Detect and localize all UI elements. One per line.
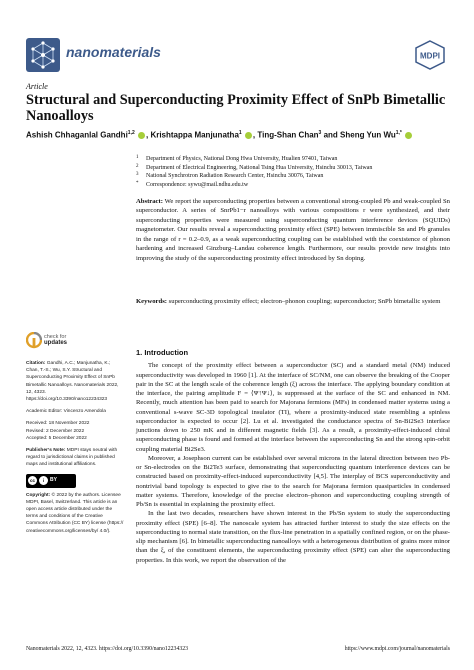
check-for-updates-button[interactable] <box>26 332 106 352</box>
orcid-icon[interactable] <box>405 132 412 139</box>
abstract-text: We report the superconducting properties between a conventional strong-coupled Pb and weak-coupled Sn superconductor. A series of SnrPb1−r nanoalloys with various compositions r were synthesized, and their superconducting properties were measured using superconducting quantum interference devices (SQUIDs) magnetometer. Our results reveal a superconducting proximity effect (SPE) between immiscible Sn and Pb granules in the range of r = 0.2–0.9, as a weak superconducting coupling can be established with the coexistence of phonon hardening and increased Ginzburg–Landau coherence length. Furthermore, our results provide new insights into improving the study of the superconducting proximity effect introduced by Sn doping. <box>136 198 450 262</box>
article-title: Structural and Superconducting Proximity Effect of SnPb Bimetallic Nanoalloys <box>26 92 446 124</box>
affiliation-item: 2 Department of Electrical Engineering, National Tsing Hua University, Hsinchu 30013, Taiwan <box>136 163 373 171</box>
revised-date: Revised: 2 December 2022 <box>26 428 85 434</box>
mdpi-logo-icon <box>414 40 446 70</box>
article-info-sidebar <box>26 360 124 540</box>
introduction-section <box>136 348 450 565</box>
footer-citation[interactable]: Nanomaterials 2022, 12, 4323. https://doi.org/10.3390/nano12234323 <box>26 646 189 652</box>
affiliation-marker: 1,* <box>395 130 402 136</box>
affiliation-marker: 1,2 <box>127 130 135 136</box>
copyright-block: Copyright: © 2022 by the authors. Licensee MDPI, Basel, Switzerland. This article is an open access article distributed under the terms and conditions of the Creative Commons Attribution (CC BY) license (https:// creativecommons.org/licenses/by/ 4.0/). <box>26 492 124 534</box>
journal-header <box>26 38 446 74</box>
cc-by-license-icon[interactable]: cc i BY <box>26 474 76 488</box>
nanomaterials-logo-icon <box>26 38 60 72</box>
paragraph: Moreover, a Josephson current can be established over several microns in the lateral direction between two Pb- or Sn-electrodes on the Bi2Te3 surface, demonstrating that superconducting quantum interference devices can be constructed based on proximity-effect-induced superconductivity [4,5]. The interplay of BCS superconductivity and nontrivial band topology is expected to give rise to the search for Majorana fermion quasiparticles in condensed matter systems. Therefore, knowledge of the precise electron–phonon and superconducting coupling strength of Pb/Sn is essential in explaining the proximity effect. <box>136 454 450 508</box>
accepted-date: Accepted: 5 December 2022 <box>26 435 87 441</box>
correspondence[interactable]: * Correspondence: sywu@mail.ndhu.edu.tw <box>136 180 249 188</box>
received-date: Received: 18 November 2022 <box>26 421 90 427</box>
author-name[interactable]: Krishtappa Manjunatha <box>150 130 239 140</box>
author-name[interactable]: Ashish Chhaganlal Gandhi <box>26 130 128 140</box>
editor-block: Academic Editor: Vincenzo Amendola <box>26 409 106 415</box>
orcid-icon[interactable] <box>138 132 145 139</box>
affiliation-item: 1 Department of Physics, National Dong Hwa University, Hualien 97401, Taiwan <box>136 155 338 162</box>
check-updates-label: check for updates <box>44 334 68 346</box>
author-list: Ashish Chhaganlal Gandhi$^{1,2}$ , Krishtappa Manjunatha$^1$ , Ting-Shan Chan$^3$ and Sheng Yun $Wu^{1,*}$ <box>26 130 456 140</box>
citation-block: Citation: Gandhi, A.C.; Manjunatha, K.; Chan, T.-S.; Wu, S.Y. Structural and Superconducting Proximity Effect of SnPb Bimetallic Nanoalloys. Nanomaterials 2022, 12, 4323. https://doi.org/10.3390/nano12234323 <box>26 361 119 403</box>
footer-journal-link[interactable]: https://www.mdpi.com/journal/nanomaterials <box>344 646 450 652</box>
abstract <box>136 197 450 263</box>
paragraph: The concept of the proximity effect between a superconductor (SC) and a standard metal (NM) induced superconductivity was developed in 1960 [1]. At the interface of SC/NM, one can observe the breaking of the Cooper pair in the SC at the length scale of the coherence length (ξ) across the interface. The applying boundary condition at the interface, the pairing amplitude F = ⟨Ψ↑Ψ↓⟩, is suppressed at the surface of the SC and enhanced in NM. Recently, much attention has been paid to search for Majorana fermions (MFs) in condensed matter systems using a conventional s-wave SC-3D topological insulator (TI), where a proximity-induced state resembling a spinless superconductor is expected to occur [2]. Lu et al. investigated the conductance spectra of Sn-Bi2Se3 interface junctions down to 250 mK and in different magnetic fields [3]. As a result, a proximity-effect-induced chiral superconducting phase is found and formed at the interface between the superconducting Sn and the strong spin-orbit coupling material Bi2Se3. <box>136 362 450 453</box>
publisher-note: Publisher’s Note: MDPI stays neutral with regard to jurisdictional claims in published maps and institutional affiliations. <box>26 448 118 468</box>
affiliation-item: 3 National Synchrotron Radiation Research Center, Hsinchu 30076, Taiwan <box>136 172 324 180</box>
author-conjunction: and <box>323 130 338 140</box>
section-heading: 1. Introduction <box>136 348 189 357</box>
affiliation-marker: 1 <box>238 130 242 136</box>
article-type: Article <box>26 82 48 91</box>
keywords <box>136 297 450 306</box>
paragraph: In the last two decades, researchers have shown interest in the Pb/Sn system to study the superconducting proximity effect (SPE) [6–8]. The nanoscale system has attracted further interest to study the size effects on the superconducting to normal state transition, on the flux-line penetration in a spatially confined region, or on the phase-slip mechanism [6]. In bimetallic superconducting nanoalloys with a heterogeneous distribution of grains more minor than the ξ, of the constituent elements, the superconducting proximity effect (SPE) can alter the superconducting properties. In this work, we report the observation of the <box>136 510 450 564</box>
check-updates-icon <box>26 332 42 350</box>
affiliation-marker: 3 <box>318 130 322 136</box>
dates-block <box>26 420 124 442</box>
publisher-logo-text: MDPI <box>420 51 440 61</box>
journal-name: nanomaterials <box>66 44 161 60</box>
keywords-label: Keywords: <box>136 298 167 305</box>
orcid-icon[interactable] <box>245 132 252 139</box>
affiliations <box>136 155 456 189</box>
abstract-label: Abstract: <box>136 198 163 205</box>
author-name[interactable]: Ting-Shan Chan <box>257 130 319 140</box>
keywords-text: superconducting proximity effect; electron–phonon coupling; superconductor; SnPb bimetallic system <box>168 298 441 305</box>
author-name[interactable]: Sheng Yun Wu <box>340 130 396 140</box>
